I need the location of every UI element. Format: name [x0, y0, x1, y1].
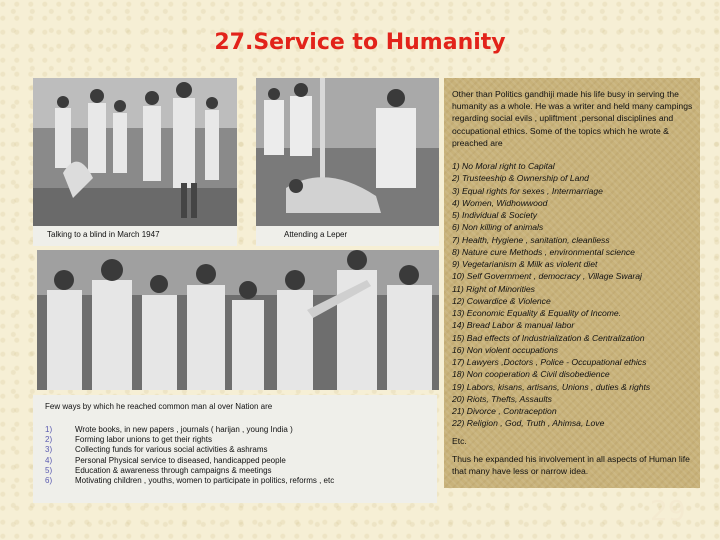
list-item-text: Collecting funds for various social activities & ashrams — [75, 445, 268, 455]
list-item-text: Personal Physical service to diseased, handicapped people — [75, 455, 286, 465]
topic-item: 1) No Moral right to Capital — [452, 161, 555, 171]
list-item — [45, 425, 334, 435]
topic-item: 14) Bread Labor & manual labor — [452, 320, 575, 331]
topics-list — [452, 160, 650, 430]
topic-item: 5) Individual & Society — [452, 210, 538, 220]
topic-item: 16) Non violent occupations — [452, 344, 559, 355]
photo-crowd — [37, 250, 439, 390]
ways-lead: Few ways by which he reached common man al over Nation are — [45, 402, 273, 411]
topic-item: 17) Lawyers ,Doctors , Police - Occupational ethics — [452, 357, 647, 367]
list-item-number: 6) — [45, 476, 53, 486]
list-item-text: Wrote books, in new papers , journals ( harijan , young India ) — [75, 425, 293, 434]
topic-item: 3) Equal rights for sexes , Intermarriage — [452, 185, 603, 196]
list-item-number: 1) — [45, 425, 53, 434]
photo-attending-leper — [256, 78, 439, 226]
topic-item: 22) Religion , God, Truth , Ahimsa, Love — [452, 418, 605, 429]
topics-intro: Other than Politics gandhiji made his life busy in serving the humanity as a whole. He was a writer and held many campings regarding social evils , upliftment ,personal disciplines and occupational ethics. Some of the topics which he wrote & preached are — [452, 89, 693, 148]
list-item-number: 3) — [45, 445, 53, 455]
topic-item: 13) Economic Equality & Equality of Income. — [452, 308, 622, 318]
topic-item: 11) Right of Minorities — [452, 283, 535, 294]
topics-closing: Thus he expanded his involvement in all aspects of Human life that many have less or narrow idea. — [452, 454, 690, 477]
photo-talking-to-blind — [33, 78, 237, 226]
slide-title: 27.Service to Humanity — [214, 30, 506, 55]
list-item — [45, 435, 334, 445]
topic-item: 10) Self Government , democracy , Village Swaraj — [452, 271, 642, 282]
list-item-number: 4) — [45, 455, 53, 465]
ways-list — [45, 425, 334, 486]
list-item — [45, 445, 334, 455]
list-item — [45, 466, 334, 476]
list-item-number: 5) — [45, 465, 53, 475]
photo-panel-leper — [256, 78, 439, 246]
topic-item: 4) Women, Widhowwood — [452, 197, 548, 208]
topic-item: 12) Cowardice & Violence — [452, 295, 551, 306]
list-item — [45, 456, 334, 466]
topic-item: 2) Trusteeship & Ownership of Land — [452, 173, 589, 184]
topic-item: 9) Vegetarianism & Milk as violent diet — [452, 259, 598, 269]
list-item-text: Forming labor unions to get their rights — [75, 435, 212, 445]
list-item-number: 2) — [45, 435, 53, 445]
caption-blind: Talking to a blind in March 1947 — [47, 230, 160, 239]
topics-etc: Etc. — [452, 436, 467, 446]
topic-item: 21) Divorce , Contraception — [452, 406, 557, 416]
list-item-text: Motivating children , youths, women to participate in politics, reforms , etc — [75, 476, 335, 486]
topic-item: 7) Health, Hygiene , sanitation, cleanliess — [452, 234, 610, 245]
page-number: 29 — [650, 494, 686, 527]
topic-item: 8) Nature cure Methods , environmental science — [452, 246, 635, 257]
ways-panel — [33, 395, 437, 503]
topic-item: 18) Non cooperation & Civil disobedience — [452, 369, 610, 380]
topic-item: 15) Bad effects of Industrialization & Centralization — [452, 332, 645, 343]
list-item-text: Education & awareness through campaigns & meetings — [75, 465, 272, 475]
list-item — [45, 476, 334, 486]
topic-item: 20) Riots, Thefts, Assaults — [452, 393, 552, 404]
topics-panel — [444, 78, 700, 488]
topic-item: 19) Labors, kisans, artisans, Unions , duties & rights — [452, 381, 651, 392]
photo-panel-blind — [33, 78, 237, 246]
caption-leper: Attending a Leper — [284, 230, 348, 239]
topic-item: 6) Non killing of animals — [452, 222, 544, 233]
